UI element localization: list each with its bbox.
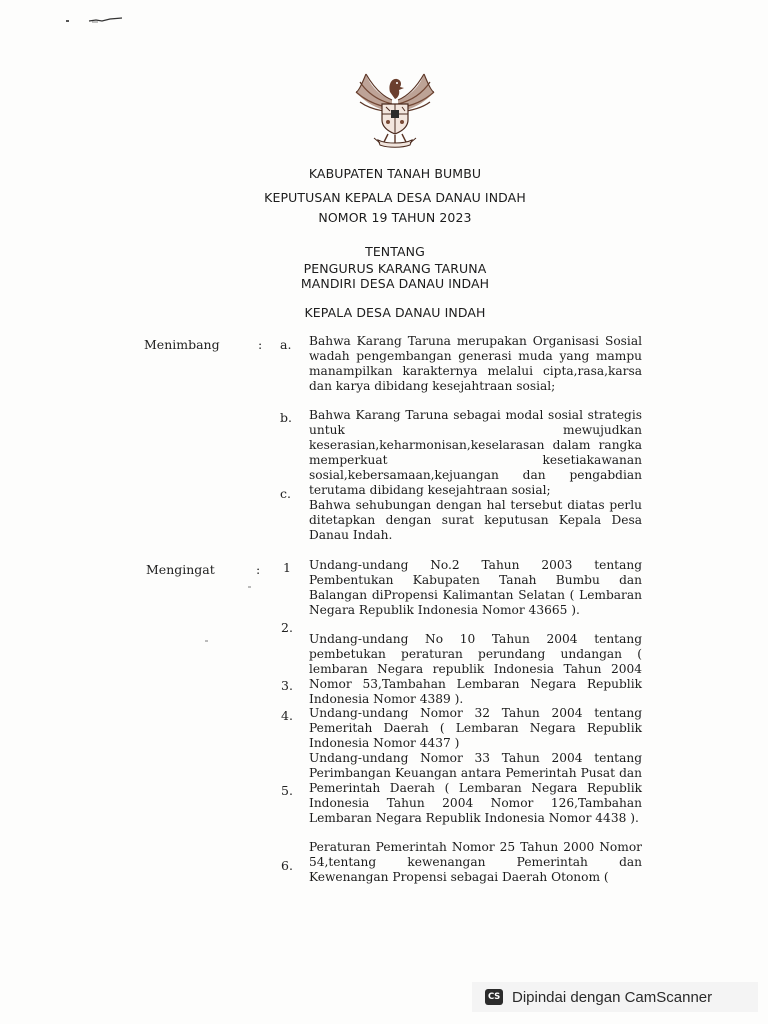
mengingat-marker-4: 4. <box>281 708 293 723</box>
subject-line-2: MANDIRI DESA DANAU INDAH <box>300 276 490 291</box>
scan-speck <box>248 586 251 588</box>
mengingat-label: Mengingat <box>146 562 215 577</box>
camscanner-text: Dipindai dengan CamScanner <box>512 988 713 1006</box>
mengingat-marker-3: 3. <box>281 678 293 693</box>
camscanner-logo-icon: CS <box>485 989 503 1005</box>
menimbang-marker-c: c. <box>280 486 291 501</box>
about-heading: TENTANG <box>365 244 425 259</box>
menimbang-item-a: Bahwa Karang Taruna merupakan Organisasi Sosial wadah pengembangan generasi muda yang mampu manampilkan karakternya melalui cipta,rasa,karsa dan karya dibidang kesejahtraan sosial; <box>309 334 642 393</box>
scan-speck <box>66 20 69 22</box>
mengingat-marker-6: 6. <box>281 858 293 873</box>
menimbang-item-c: Bahwa sehubungan dengan hal tersebut diatas perlu ditetapkan dengan surat keputusan Kepala Desa Danau Indah. <box>309 498 642 542</box>
garuda-emblem-icon <box>352 70 438 150</box>
scan-mark <box>88 17 124 23</box>
decree-title: KEPUTUSAN KEPALA DESA DANAU INDAH <box>264 190 526 205</box>
menimbang-colon: : <box>258 337 263 352</box>
mengingat-marker-2: 2. <box>281 620 293 635</box>
menimbang-marker-a: a. <box>280 337 292 352</box>
menimbang-item-b: Bahwa Karang Taruna sebagai modal sosial strategis untuk mewujudkan keserasian,keharmonisan,keselarasan dalam rangka memperkuat kesetiakawanan sosial,kebersamaan,kejuangan dan pengabdian terutama dibidang kesejahtraan sosial; <box>309 408 642 497</box>
mengingat-marker-5: 5. <box>281 783 293 798</box>
mengingat-marker-1: 1 <box>283 560 291 575</box>
menimbang-label: Menimbang <box>144 337 220 352</box>
mengingat-item-4: Undang-undang Nomor 33 Tahun 2004 tentang Perimbangan Keuangan antara Pemerintah Pusat dan Pemerintah Daerah ( Lembaran Negara Republik Indonesia Tahun 2004 Nomor 126,Tambahan Lembaran Negara Republik Indonesia Nomor 4438 ). <box>309 751 642 825</box>
mengingat-item-3: Undang-undang Nomor 32 Tahun 2004 tentang Pemeritah Daerah ( Lembaran Negara Republik Indonesia Nomor 4437 ) <box>309 706 642 750</box>
signatory-heading: KEPALA DESA DANAU INDAH <box>304 305 486 320</box>
decree-number: NOMOR 19 TAHUN 2023 <box>318 210 472 225</box>
mengingat-colon: : <box>256 562 261 577</box>
mengingat-item-1: Undang-undang No.2 Tahun 2003 tentang Pembentukan Kabupaten Tanah Bumbu dan Balangan diPropensi Kalimantan Selatan ( Lembaran Negara Republik Indonesia Nomor 43665 ). <box>309 558 642 617</box>
mengingat-item-5: Peraturan Pemerintah Nomor 25 Tahun 2000 Nomor 54,tentang kewenangan Pemerintah dan Kewenangan Propensi sebagai Daerah Otonom ( <box>309 840 642 884</box>
scan-speck <box>205 640 208 642</box>
menimbang-marker-b: b. <box>280 410 292 425</box>
camscanner-watermark <box>472 982 758 1012</box>
mengingat-item-2: Undang-undang No 10 Tahun 2004 tentang pembetukan peraturan perundang undangan ( lembaran Negara republik Indonesia Tahun 2004 Nomor 53,Tambahan Lembaran Negara Republik Indonesia Nomor 4389 ). <box>309 632 642 706</box>
regency-title: KABUPATEN TANAH BUMBU <box>308 166 482 181</box>
subject-line-1: PENGURUS KARANG TARUNA <box>303 261 487 276</box>
